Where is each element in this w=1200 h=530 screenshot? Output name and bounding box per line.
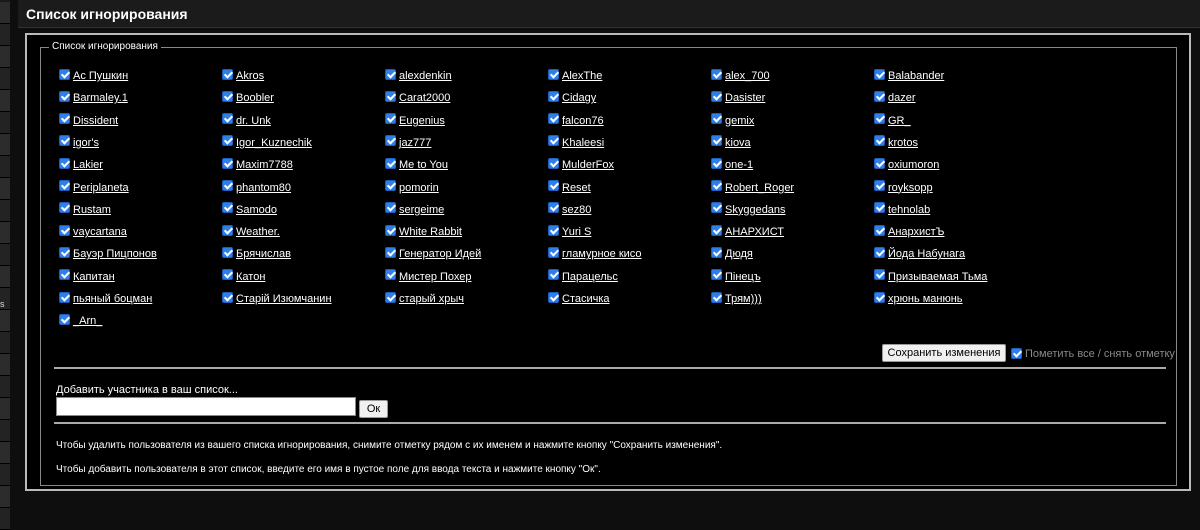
ignore-list-item[interactable] <box>874 269 987 285</box>
ignore-checkbox[interactable] <box>385 247 396 258</box>
ignored-user-link[interactable]: Катон <box>236 270 266 283</box>
sidebar-row <box>0 200 10 222</box>
ignore-checkbox[interactable] <box>548 180 559 191</box>
ignore-checkbox[interactable] <box>548 91 559 102</box>
ignore-checkbox[interactable] <box>711 91 722 102</box>
sidebar-row <box>0 486 10 508</box>
ignore-checkbox[interactable] <box>711 158 722 169</box>
ignore-checkbox[interactable] <box>222 269 233 280</box>
ignore-list-item[interactable] <box>222 68 264 84</box>
ignore-list-item[interactable] <box>59 157 103 173</box>
ignore-list-item[interactable] <box>385 113 445 129</box>
ignore-checkbox[interactable] <box>711 180 722 191</box>
sidebar-row <box>0 90 10 112</box>
sidebar-row <box>0 310 10 332</box>
ignore-checkbox[interactable] <box>59 180 70 191</box>
ignore-list-item[interactable] <box>222 157 293 173</box>
ignore-list-item[interactable] <box>385 135 431 151</box>
ignore-checkbox[interactable] <box>874 180 885 191</box>
ignore-checkbox[interactable] <box>59 202 70 213</box>
ignore-checkbox[interactable] <box>222 91 233 102</box>
ignored-user-link[interactable]: Брячислав <box>236 248 291 261</box>
ignored-user-link[interactable]: Стасичка <box>562 293 610 305</box>
ignored-user-link[interactable]: igor's <box>73 136 99 149</box>
ignored-user-link[interactable]: Carat2000 <box>399 92 451 105</box>
ignore-list-item[interactable] <box>711 246 753 262</box>
ignored-user-link[interactable]: АнархистЪ <box>888 226 945 239</box>
sidebar-row <box>0 2 10 24</box>
ignore-checkbox[interactable] <box>874 202 885 213</box>
ignore-list-item[interactable] <box>222 291 332 307</box>
add-user-label: Добавить участника в ваш список... <box>56 384 238 396</box>
ignored-user-link[interactable]: Lakier <box>73 159 103 172</box>
ignore-checkbox[interactable] <box>222 247 233 258</box>
ignore-checkbox[interactable] <box>711 135 722 146</box>
ignored-user-link[interactable]: Ас Пушкин <box>73 70 129 82</box>
ignore-list-item[interactable] <box>874 113 911 129</box>
ignore-checkbox[interactable] <box>59 113 70 124</box>
page-header <box>18 0 1200 28</box>
ignore-list-item[interactable] <box>548 269 618 285</box>
ignored-user-link[interactable]: phantom80 <box>236 181 292 194</box>
ignored-user-link[interactable]: gemix <box>725 114 755 127</box>
divider-bottom <box>54 422 1166 424</box>
ignore-checkbox[interactable] <box>222 180 233 191</box>
sidebar-row <box>0 112 10 134</box>
ignore-list-item[interactable] <box>711 202 786 218</box>
ignore-checkbox[interactable] <box>59 269 70 280</box>
sidebar-row <box>0 156 10 178</box>
ignored-user-link[interactable]: Dasister <box>725 92 766 105</box>
ignored-user-link[interactable]: Бауэр Пицпонов <box>73 248 157 261</box>
ignored-user-link[interactable]: jaz777 <box>399 136 432 149</box>
ignore-list-item[interactable] <box>548 113 604 129</box>
sidebar-row <box>0 178 10 200</box>
ignored-user-link[interactable]: Skyggedans <box>725 203 786 216</box>
ignored-user-link[interactable]: AlexThe <box>562 70 603 82</box>
ignored-user-link[interactable]: krotos <box>888 136 918 149</box>
ignored-user-link[interactable]: MulderFox <box>562 159 614 172</box>
ignored-user-link[interactable]: royksopp <box>888 181 933 194</box>
ignore-checkbox[interactable] <box>222 135 233 146</box>
ignore-list-item[interactable] <box>548 202 591 218</box>
ignore-checkbox[interactable] <box>385 292 396 303</box>
ignored-user-link[interactable]: oxiumoron <box>888 159 940 172</box>
ignored-user-link[interactable]: Me to You <box>399 159 448 172</box>
sidebar-row <box>0 354 10 376</box>
ignore-list-item[interactable] <box>59 90 128 106</box>
ignore-list-item[interactable] <box>874 224 944 240</box>
ignore-list-item[interactable] <box>59 246 157 262</box>
sidebar-row <box>0 464 10 486</box>
ignore-list-item[interactable] <box>59 269 115 285</box>
ignore-list-item[interactable] <box>385 157 448 173</box>
sidebar-row <box>0 398 10 420</box>
ignore-list-item[interactable] <box>874 291 963 307</box>
ignored-user-link[interactable]: Пiнецъ <box>725 270 761 283</box>
ignore-list-item[interactable] <box>711 135 751 151</box>
ignore-checkbox[interactable] <box>874 113 885 124</box>
ignored-user-link[interactable]: Cidagy <box>562 92 597 105</box>
ignored-user-link[interactable]: Старій Изюмчанин <box>236 293 332 305</box>
ignore-list-item[interactable] <box>711 180 794 196</box>
add-instructions: Чтобы добавить пользователя в этот список, введите его имя в пустое поле для ввода текста и нажмите кнопку "Ок". <box>56 464 601 475</box>
ignore-list-item[interactable] <box>711 90 765 106</box>
sidebar-row <box>0 332 10 354</box>
ignore-list-item[interactable] <box>222 90 274 106</box>
sidebar-edge-mark: s <box>0 299 5 309</box>
ignored-user-link[interactable]: pomorin <box>399 181 439 194</box>
ignore-list-item[interactable] <box>385 246 481 262</box>
ignored-user-link[interactable]: Robert_Roger <box>725 181 795 194</box>
sidebar-row <box>0 442 10 464</box>
sidebar-row <box>0 46 10 68</box>
ignored-user-link[interactable]: dr. Unk <box>236 114 271 127</box>
ignore-list-item[interactable] <box>548 135 604 151</box>
ignored-user-link[interactable]: White Rabbit <box>399 226 462 239</box>
ignored-user-link[interactable]: Balabander <box>888 70 945 82</box>
ignored-user-link[interactable]: хрюнь манюнь <box>888 293 963 305</box>
remove-instructions: Чтобы удалить пользователя из вашего списка игнорирования, снимите отметку рядом с их именем и нажмите кнопку "Сохранить изменения". <box>56 440 723 451</box>
ignore-checkbox[interactable] <box>59 225 70 236</box>
ignored-user-link[interactable]: Boobler <box>236 92 274 105</box>
ignored-user-link[interactable]: Йода Набунага <box>888 248 966 261</box>
ignored-user-link[interactable]: Periplaneta <box>73 181 129 194</box>
ignore-list-item[interactable] <box>874 68 944 84</box>
ignore-checkbox[interactable] <box>874 135 885 146</box>
ignore-checkbox[interactable] <box>385 180 396 191</box>
ignore-checkbox[interactable] <box>711 247 722 258</box>
ignored-user-link[interactable]: alex_700 <box>725 70 770 82</box>
sidebar-row <box>0 508 10 530</box>
ignored-user-link[interactable]: Akros <box>236 70 265 82</box>
ignore-checkbox[interactable] <box>59 292 70 303</box>
ignore-checkbox[interactable] <box>385 113 396 124</box>
ignore-list-item[interactable] <box>59 313 102 329</box>
ignore-checkbox[interactable] <box>222 158 233 169</box>
ignore-list-item[interactable] <box>385 224 462 240</box>
ignore-list-item[interactable] <box>874 90 916 106</box>
ignore-list-item[interactable] <box>59 68 128 84</box>
ignore-list-item[interactable] <box>711 113 754 129</box>
ignore-checkbox[interactable] <box>548 69 559 80</box>
ignore-list-item[interactable] <box>548 291 610 307</box>
ignored-user-link[interactable]: sergeime <box>399 203 445 216</box>
ignore-list-item[interactable] <box>59 224 127 240</box>
ignored-user-link[interactable]: GR_ <box>888 114 911 127</box>
ignore-list-fieldset <box>40 41 1177 486</box>
ignored-user-link[interactable]: Капитан <box>73 270 115 283</box>
ignored-user-link[interactable]: Мистер Похер <box>399 270 472 283</box>
ignore-list-item[interactable] <box>874 135 918 151</box>
ignore-checkbox[interactable] <box>385 69 396 80</box>
ignore-list-item[interactable] <box>548 224 591 240</box>
ignore-checkbox[interactable] <box>711 292 722 303</box>
ignored-user-link[interactable]: АНАРХИСТ <box>725 226 785 239</box>
ignored-user-link[interactable]: Трям))) <box>725 293 762 305</box>
ignore-list-item[interactable] <box>874 180 933 196</box>
ignore-checkbox[interactable] <box>222 202 233 213</box>
ignore-list-item[interactable] <box>59 202 111 218</box>
ignore-list-item[interactable] <box>385 68 452 84</box>
ignore-checkbox[interactable] <box>59 135 70 146</box>
ignore-list-item[interactable] <box>385 269 472 285</box>
ignore-list-panel <box>25 33 1191 491</box>
ignore-checkbox[interactable] <box>59 314 70 325</box>
fieldset-legend: Список игнорирования <box>49 41 161 52</box>
ignore-checkbox[interactable] <box>59 247 70 258</box>
ignored-user-link[interactable]: пьяный боцман <box>73 293 153 305</box>
sidebar-row <box>0 420 10 442</box>
select-all-checkbox[interactable] <box>1011 348 1022 359</box>
ignore-checkbox[interactable] <box>59 69 70 80</box>
ignore-checkbox[interactable] <box>548 269 559 280</box>
ignore-list-item[interactable] <box>59 180 129 196</box>
ignored-user-link[interactable]: Samodo <box>236 203 277 216</box>
ignore-list-item[interactable] <box>548 157 614 173</box>
ignore-checkbox[interactable] <box>874 225 885 236</box>
ignore-list-item[interactable] <box>711 68 770 84</box>
ignore-checkbox[interactable] <box>548 113 559 124</box>
ignore-list-item[interactable] <box>874 202 930 218</box>
ignore-checkbox[interactable] <box>222 292 233 303</box>
ignore-list-item[interactable] <box>222 224 280 240</box>
divider-top <box>54 367 1166 369</box>
ignored-user-link[interactable]: vaycartana <box>73 226 127 239</box>
ignore-checkbox[interactable] <box>548 135 559 146</box>
sidebar-row <box>0 266 10 288</box>
ignore-checkbox[interactable] <box>548 158 559 169</box>
ignore-list-item[interactable] <box>548 90 596 106</box>
ignored-user-link[interactable]: falcon76 <box>562 114 604 127</box>
sidebar-row <box>0 134 10 156</box>
save-changes-button[interactable]: Сохранить изменения <box>882 344 1006 362</box>
ignore-checkbox[interactable] <box>711 202 722 213</box>
ignore-checkbox[interactable] <box>711 269 722 280</box>
sidebar-row <box>0 222 10 244</box>
ignored-user-link[interactable]: старый хрыч <box>399 293 465 305</box>
page-title: Список игнорирования <box>26 6 188 22</box>
ignore-checkbox[interactable] <box>711 113 722 124</box>
ignore-checkbox[interactable] <box>222 225 233 236</box>
ignored-user-link[interactable]: sez80 <box>562 203 592 216</box>
ignore-checkbox[interactable] <box>385 225 396 236</box>
ignored-user-link[interactable]: alexdenkin <box>399 70 452 82</box>
ignored-user-link[interactable]: kiova <box>725 136 751 149</box>
ignore-checkbox[interactable] <box>874 158 885 169</box>
ignore-checkbox[interactable] <box>874 69 885 80</box>
ignore-checkbox[interactable] <box>548 202 559 213</box>
sidebar-row <box>0 244 10 266</box>
ignore-list-item[interactable] <box>548 246 642 262</box>
ignore-list-item[interactable] <box>874 246 965 262</box>
ignore-list-item[interactable] <box>222 135 312 151</box>
ignore-checkbox[interactable] <box>874 91 885 102</box>
ignore-list-item[interactable] <box>59 113 118 129</box>
ignore-checkbox[interactable] <box>59 158 70 169</box>
ignore-list-item[interactable] <box>711 291 762 307</box>
ok-button[interactable]: Ок <box>359 400 388 418</box>
ignore-list-item[interactable] <box>222 202 277 218</box>
ignored-user-link[interactable]: гламурное кисо <box>562 248 642 261</box>
ignored-user-link[interactable]: dazer <box>888 92 916 105</box>
ignored-user-link[interactable]: Barmaley.1 <box>73 92 128 105</box>
left-sidebar-strip <box>0 0 10 510</box>
ignore-list-item[interactable] <box>711 224 784 240</box>
ignore-list-item[interactable] <box>385 180 439 196</box>
ignore-checkbox[interactable] <box>711 225 722 236</box>
ignored-user-link[interactable]: Eugenius <box>399 114 445 127</box>
select-all-label: Пометить все / снять отметку <box>1025 348 1175 360</box>
ignore-list-item[interactable] <box>222 180 291 196</box>
sidebar-row <box>0 68 10 90</box>
ignore-checkbox[interactable] <box>222 113 233 124</box>
ignored-user-link[interactable]: Yuri S <box>562 226 592 239</box>
ignore-list-item[interactable] <box>222 113 271 129</box>
ignore-list-item[interactable] <box>59 291 152 307</box>
add-user-input[interactable] <box>56 397 356 416</box>
ignored-user-link[interactable]: Maxim7788 <box>236 159 293 172</box>
ignore-list-item[interactable] <box>385 291 464 307</box>
ignore-checkbox[interactable] <box>385 269 396 280</box>
ignore-checkbox[interactable] <box>548 225 559 236</box>
ignore-list-item[interactable] <box>222 269 265 285</box>
ignore-list-item[interactable] <box>59 135 99 151</box>
ignore-checkbox[interactable] <box>711 69 722 80</box>
ignored-user-link[interactable]: Генератор Идей <box>399 248 482 261</box>
ignored-user-link[interactable]: Igor_Kuznechik <box>236 136 312 149</box>
ignored-user-link[interactable]: Khaleesi <box>562 136 605 149</box>
ignore-checkbox[interactable] <box>874 269 885 280</box>
ignore-checkbox[interactable] <box>222 69 233 80</box>
ignored-user-link[interactable]: one-1 <box>725 159 754 172</box>
ignore-checkbox[interactable] <box>548 247 559 258</box>
ignore-checkbox[interactable] <box>385 135 396 146</box>
sidebar-row <box>0 24 10 46</box>
ignored-user-link[interactable]: Дюдя <box>725 248 753 261</box>
ignore-list-item[interactable] <box>222 246 291 262</box>
ignored-user-link[interactable]: Rustam <box>73 203 111 216</box>
ignore-checkbox[interactable] <box>59 91 70 102</box>
ignore-list-item[interactable] <box>874 157 939 173</box>
ignored-user-link[interactable]: tehnolab <box>888 203 931 216</box>
ignored-user-link[interactable]: Dissident <box>73 114 119 127</box>
ignore-list-item[interactable] <box>385 202 444 218</box>
ignore-list-item[interactable] <box>548 68 602 84</box>
ignore-checkbox[interactable] <box>385 202 396 213</box>
ignore-list-item[interactable] <box>711 157 753 173</box>
ignore-checkbox[interactable] <box>874 247 885 258</box>
ignore-checkbox[interactable] <box>548 292 559 303</box>
select-all-toggle[interactable] <box>1011 348 1175 360</box>
ignore-checkbox[interactable] <box>385 91 396 102</box>
ignore-list-item[interactable] <box>711 269 761 285</box>
ignore-list-item[interactable] <box>385 90 450 106</box>
ignored-user-link[interactable]: Weather. <box>236 226 280 239</box>
ignore-list-item[interactable] <box>548 180 591 196</box>
ignored-user-link[interactable]: _Arn_ <box>73 315 103 328</box>
ignored-user-link[interactable]: Reset <box>562 181 591 194</box>
ignore-checkbox[interactable] <box>385 158 396 169</box>
ignored-user-link[interactable]: Призываемая Тьма <box>888 270 988 283</box>
ignored-user-link[interactable]: Парацельс <box>562 270 618 283</box>
sidebar-row <box>0 376 10 398</box>
ignore-checkbox[interactable] <box>874 292 885 303</box>
